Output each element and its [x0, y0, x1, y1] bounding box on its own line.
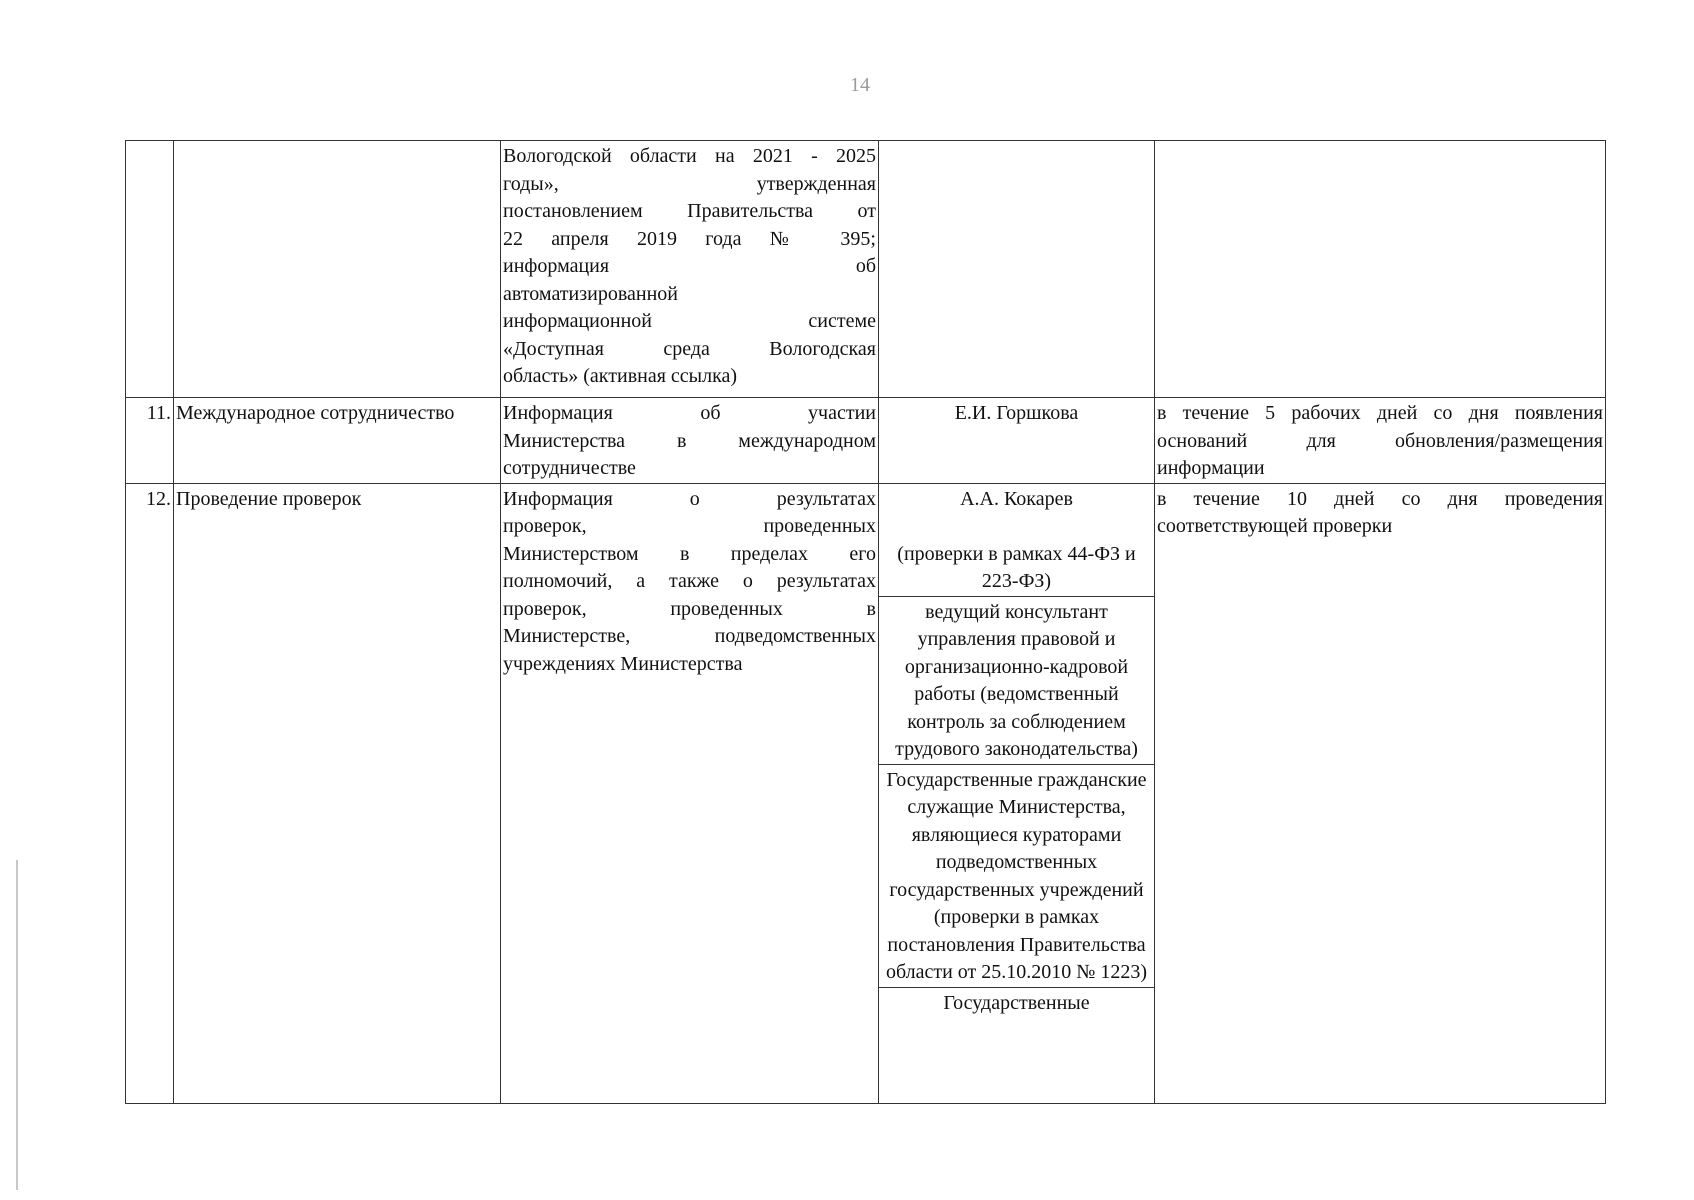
info-line: проверок, проведенных в — [503, 597, 876, 620]
table-row — [126, 483, 1606, 1103]
term-cell — [1155, 141, 1606, 398]
info-cell — [501, 483, 879, 1103]
term-cell: в течение 5 рабочих дней со дня появления оснований для обновления/размещения информации — [1155, 398, 1606, 484]
info-cell — [501, 141, 879, 398]
info-line: полномочий, а также о результатах — [503, 570, 876, 592]
info-line: 22 апреля 2019 года № 395; — [503, 227, 876, 250]
info-line: Информация об участии — [503, 402, 876, 424]
info-cell — [501, 398, 879, 484]
responsible-kokarev — [879, 486, 1154, 596]
scan-artifact-line — [16, 860, 18, 1190]
responsible-cell: Е.И. Горшкова — [879, 398, 1155, 484]
info-line: область» (активная ссылка) — [503, 365, 738, 387]
responsible-name: А.А. Кокарев — [960, 487, 1073, 510]
info-line: Министерства в международном — [503, 429, 876, 452]
info-line: Информация о результатах — [503, 487, 876, 510]
row-number-cell: 11. — [126, 398, 174, 484]
info-line: Министерством в пределах его — [503, 542, 876, 565]
info-line: информационной системе — [503, 310, 876, 332]
section-cell — [174, 141, 501, 398]
document-table — [125, 140, 1606, 1104]
section-cell: Проведение проверок — [174, 483, 501, 1103]
responsible-curators: Государственные гражданские служащие Министерства, являющиеся кураторами подведомственных государственных учреждений (проверки в рамках постановления Правительства области от 25.10.2010 № 1223) — [879, 764, 1154, 987]
row-number-cell: 12. — [126, 483, 174, 1103]
responsible-legal-consultant: ведущий консультант управления правовой и организационно-кадровой работы (ведомственный контроль за соблюдением трудового законодательства) — [879, 596, 1154, 764]
page-number: 14 — [850, 74, 870, 96]
table-row — [126, 398, 1606, 484]
responsible-continued: Государственные — [879, 987, 1154, 1018]
info-line: постановлением Правительства от — [503, 200, 876, 222]
responsible-cell — [879, 141, 1155, 398]
info-line: учреждениях Министерства — [503, 652, 743, 675]
info-line: Вологодской области на 2021 - 2025 — [503, 145, 876, 167]
responsible-cell — [879, 483, 1155, 1103]
info-line: сотрудничестве — [503, 457, 636, 479]
info-line: годы», утвержденная — [503, 172, 876, 195]
spacer — [881, 513, 1152, 541]
info-line: Министерстве, подведомственных — [503, 625, 876, 647]
info-line: проверок, проведенных — [503, 515, 876, 537]
term-cell: в течение 10 дней со дня проведения соответствующей проверки — [1155, 483, 1606, 1103]
section-cell: Международное сотрудничество — [174, 398, 501, 484]
info-line: информация об — [503, 255, 876, 277]
info-line: «Доступная среда Вологодская — [503, 337, 876, 360]
responsible-note: (проверки в рамках 44-ФЗ и 223-ФЗ) — [897, 542, 1136, 592]
info-line: автоматизированной — [503, 282, 679, 305]
row-number-cell — [126, 141, 174, 398]
table-row — [126, 141, 1606, 398]
